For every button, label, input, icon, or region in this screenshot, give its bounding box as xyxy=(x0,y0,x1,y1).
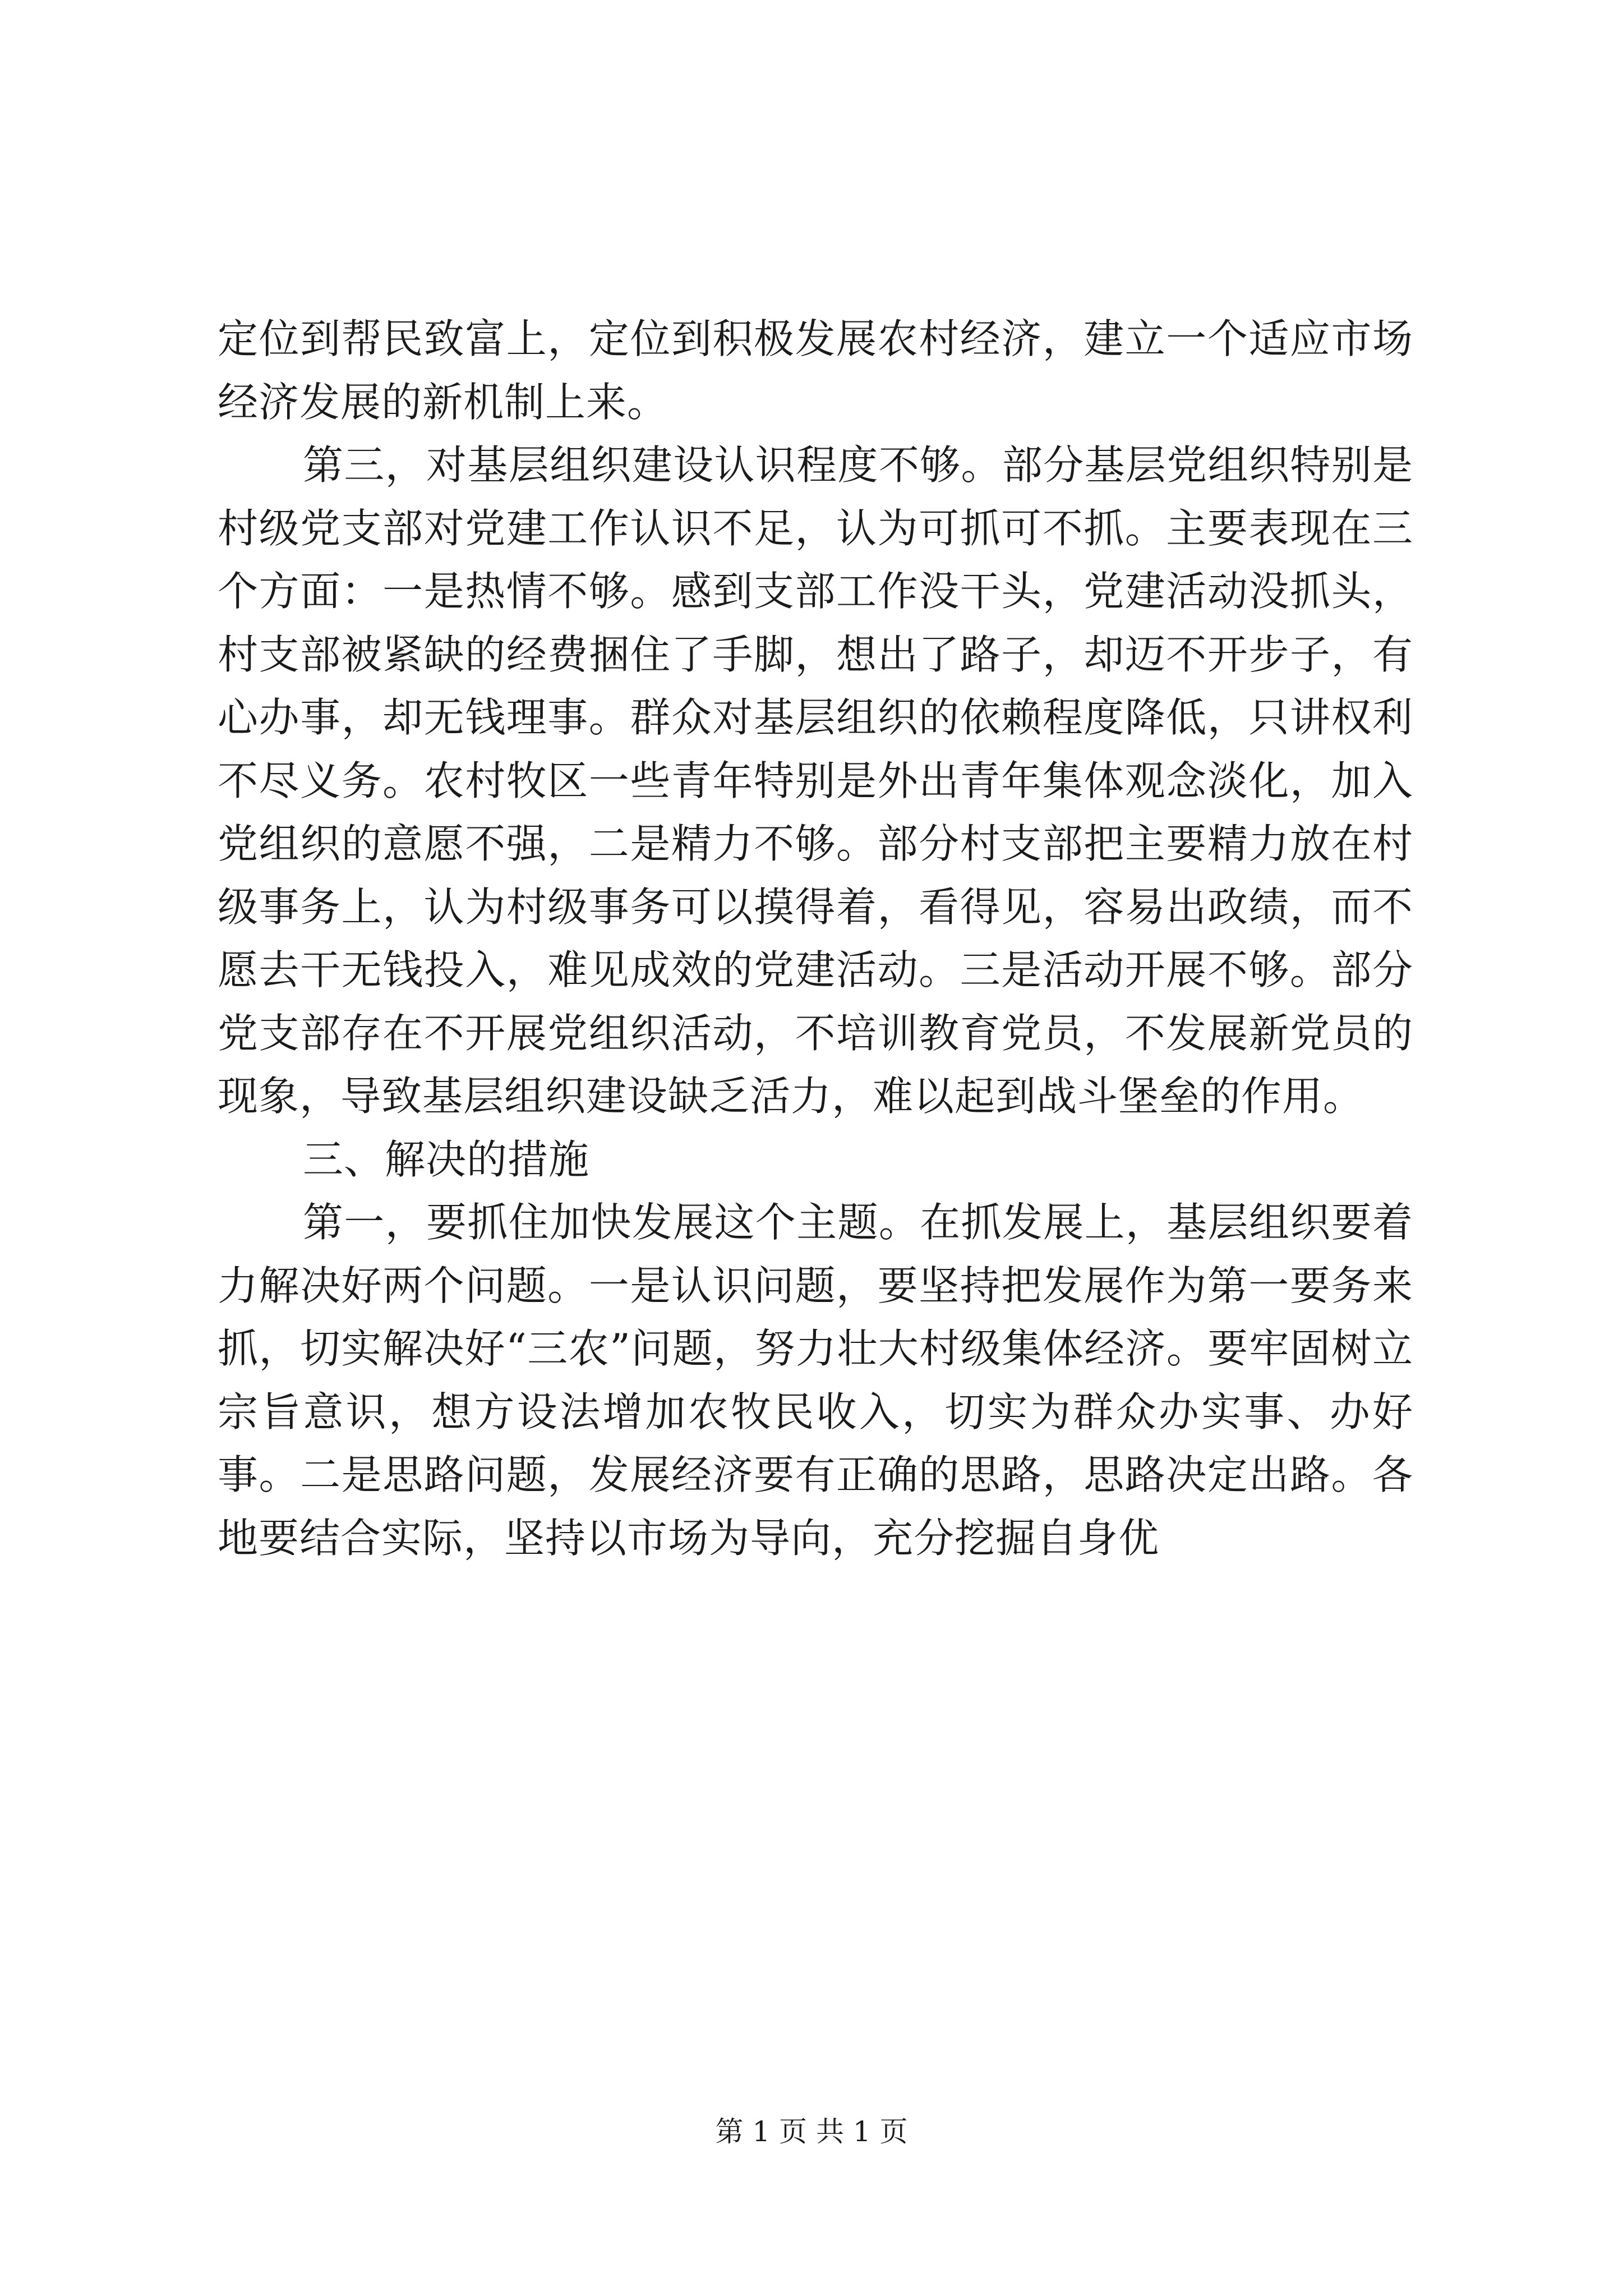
section-heading-measures: 三、解决的措施 xyxy=(303,1135,590,1183)
document-body xyxy=(218,307,1413,1570)
page-footer: 第 1 页 共 1 页 xyxy=(715,2115,908,2148)
paragraph-first-measure: 第一，要抓住加快发展这个主题。在抓发展上，基层组织要着力解决好两个问题。一是认识问题，要坚持把发展作为第一要务来抓，切实解决好“三农”问题，努力壮大村级集体经济。要牢固树立宗旨意识，想方设法增加农牧民收入，切实为群众办实事、办好事。二是思路问题，发展经济要有正确的思路，思路决定出路。各地要结合实际，坚持以市场为导向，充分挖掘自身优 xyxy=(218,1199,1413,1562)
paragraph-third-point: 第三，对基层组织建设认识程度不够。部分基层党组织特别是村级党支部对党建工作认识不足，认为可抓可不抓。主要表现在三个方面：一是热情不够。感到支部工作没干头，党建活动没抓头，村支部被紧缺的经费捆住了手脚，想出了路子，却迈不开步子，有心办事，却无钱理事。群众对基层组织的依赖程度降低，只讲权利不尽义务。农村牧区一些青年特别是外出青年集体观念淡化，加入党组织的意愿不强，二是精力不够。部分村支部把主要精力放在村级事务上，认为村级事务可以摸得着，看得见，容易出政绩，而不愿去干无钱投入，难见成效的党建活动。三是活动开展不够。部分党支部存在不开展党组织活动，不培训教育党员，不发展新党员的现象，导致基层组织建设缺乏活力，难以起到战斗堡垒的作用。 xyxy=(218,441,1413,1120)
paragraph-continuation: 定位到帮民致富上，定位到积极发展农村经济，建立一个适应市场经济发展的新机制上来。 xyxy=(218,315,1413,426)
